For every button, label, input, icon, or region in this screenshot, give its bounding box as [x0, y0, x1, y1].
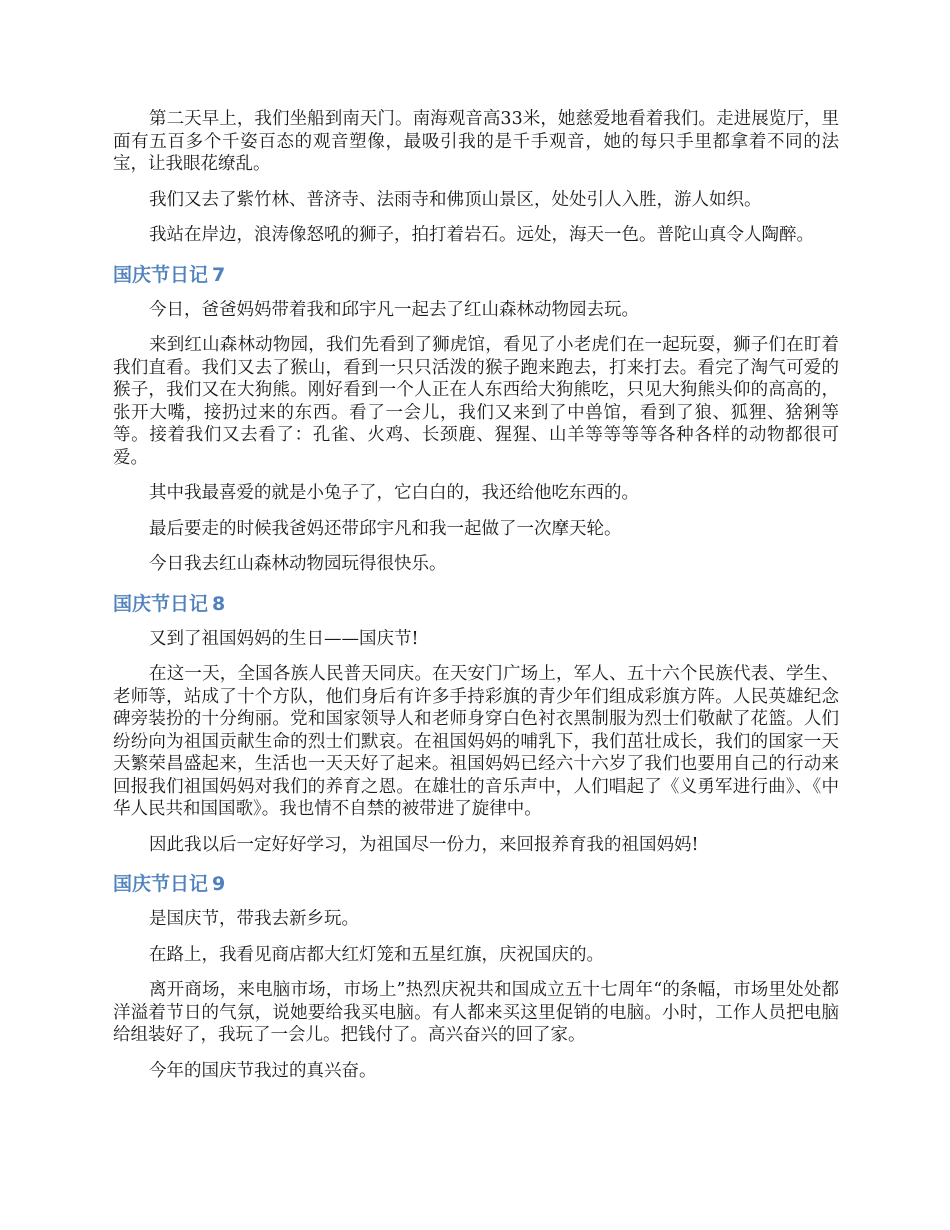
document-body [113, 108, 839, 1095]
paragraph: 今年的国庆节我过的真兴奋。 [149, 1060, 377, 1081]
section-diary-8 [113, 592, 839, 857]
heading-title: 国庆节日记 [113, 263, 209, 286]
paragraph: 来到红山森林动物园，我们先看到了狮虎馆，看见了小老虎们在一起玩耍，狮子们在盯着我们直看。我们又去了猴山，看到一只只活泼的猴子跑来跑去，打来打去。看完了淘气可爱的猴子，我们又在大狗熊。刚好看到一个人正在人东西给大狗熊吃，只见大狗熊头仰的高高的，张开大嘴，接扔过来的东西。看了一会儿，我们又来到了中兽馆，看到了狼、狐狸、猞猁等等。接着我们又去看了：孔雀、火鸡、长颈鹿、猩猩、山羊等等等等各种各样的动物都很可爱。 [113, 335, 839, 468]
heading-title: 国庆节日记 [113, 873, 209, 895]
heading-title: 国庆节日记 [113, 592, 209, 615]
paragraph: 离开商场，来电脑市场，市场上”热烈庆祝共和国成立五十七周年“的条幅，市场里处处都洋溢着节日的气氛，说她要给我买电脑。有人都来买这里促销的电脑。小时，工作人员把电脑给组装好了，我玩了一会儿。把钱付了。高兴奋兴的回了家。 [113, 980, 839, 1045]
heading-number: 8 [212, 592, 226, 615]
paragraph: 是国庆节，带我去新乡玩。 [149, 909, 359, 929]
paragraph: 我站在岸边，浪涛像怒吼的狮子，拍打着岩石。远处，海天一色。普陀山真令人陶醉。 [149, 225, 814, 245]
paragraph: 在这一天，全国各族人民普天同庆。在天安门广场上，军人、五十六个民族代表、学生、老师等，站成了十个方队，他们身后有许多手持彩旗的青少年们组成彩旗方阵。人民英雄纪念碑旁装扮的十分绚丽。党和国家领导人和老师身穿白色衬衣黑制服为烈士们敬献了花篮。人们纷纷向为祖国贡献生命的烈士们默哀。在祖国妈妈的哺乳下，我们茁壮成长，我们的国家一天天繁荣昌盛起来，生活也一天天好了起来。祖国妈妈已经六十六岁了我们也要用自己的行动来回报我们祖国妈妈对我们的养育之恩。在雄壮的音乐声中，人们唱起了《义勇军进行曲》、《中华人民共和国国歌》。我也情不自禁的被带进了旋律中。 [113, 664, 839, 819]
paragraph: 因此我以后一定好好学习，为祖国尽一份力，来回报养育我的祖国妈妈! [149, 834, 699, 855]
section-intro [113, 108, 839, 247]
section-heading [113, 592, 839, 616]
section-heading [113, 872, 839, 896]
section-heading [113, 263, 839, 287]
paragraph: 其中我最喜爱的就是小兔子了，它白白的，我还给他吃东西的。 [149, 483, 639, 503]
paragraph: 在路上，我看见商店都大红灯笼和五星红旗，庆祝国庆的。 [149, 944, 604, 965]
paragraph: 今日，爸爸妈妈带着我和邱宇凡一起去了红山森林动物园去玩。 [149, 299, 639, 320]
paragraph: 第二天早上，我们坐船到南天门。南海观音高33米，她慈爱地看着我们。走进展览厅，里面有五百多个千姿百态的观音塑像，最吸引我的是千手观音，她的每只手里都拿着不同的法宝，让我眼花缭乱。 [113, 109, 839, 174]
paragraph: 今日我去红山森林动物园玩得很快乐。 [149, 554, 447, 574]
paragraph: 我们又去了紫竹林、普济寺、法雨寺和佛顶山景区，处处引人入胜，游人如织。 [149, 189, 762, 210]
section-diary-7 [113, 263, 839, 576]
section-diary-9 [113, 872, 839, 1082]
paragraph: 最后要走的时候我爸妈还带邱宇凡和我一起做了一次摩天轮。 [149, 518, 622, 539]
heading-number: 7 [212, 263, 226, 286]
paragraph: 又到了祖国妈妈的生日——国庆节! [149, 628, 419, 649]
heading-number: 9 [212, 873, 226, 895]
